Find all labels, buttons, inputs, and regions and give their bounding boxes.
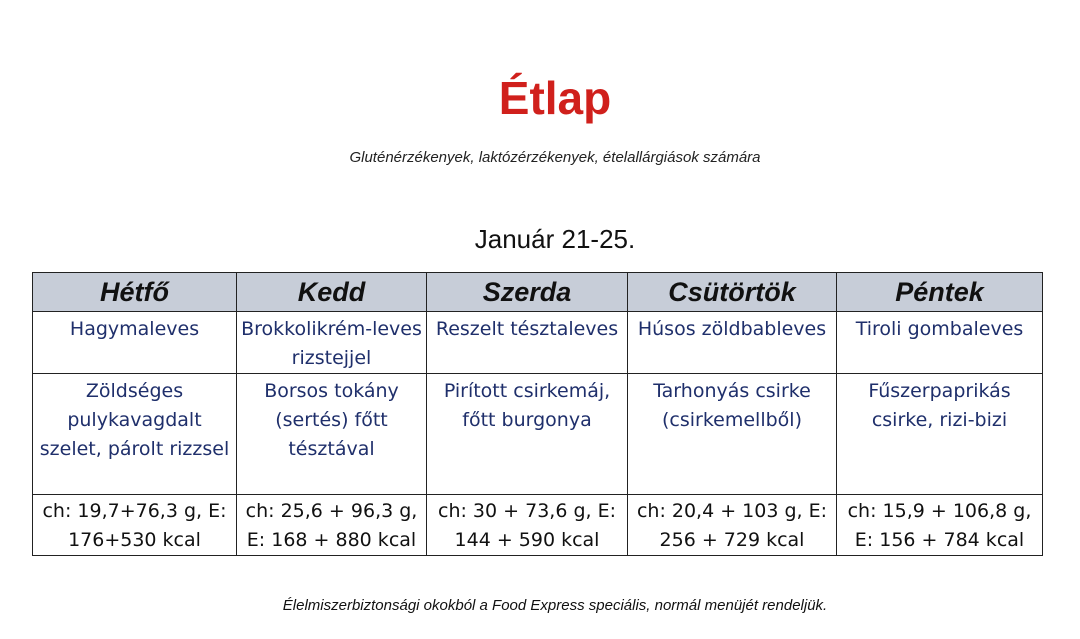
soup-friday: Tiroli gombaleves [837,312,1043,374]
date-range: Január 21-25. [474,224,636,254]
soup-monday: Hagymaleves [33,312,237,374]
main-monday: Zöldséges pulykavagdalt szelet, párolt rizzsel [33,374,237,495]
soup-thursday: Húsos zöldbableves [628,312,837,374]
nutrition-thursday: ch: 20,4 + 103 g, E: 256 + 729 kcal [628,495,837,556]
page-title: Étlap [498,72,612,124]
nutrition-row [33,495,1043,556]
footer-note: Élelmiszerbiztonsági okokból a Food Express speciális, normál menüjét rendeljük. [282,597,828,614]
header-row [33,273,1043,312]
page-subtitle: Gluténérzékenyek, laktózérzékenyek, ételallárgiások számára [349,149,761,166]
day-header-tuesday: Kedd [237,273,427,312]
day-header-thursday: Csütörtök [628,273,837,312]
main-tuesday: Borsos tokány (sertés) főtt tésztával [237,374,427,495]
main-course-row [33,374,1043,495]
day-header-wednesday: Szerda [427,273,628,312]
day-header-monday: Hétfő [33,273,237,312]
soup-row [33,312,1043,374]
soup-tuesday: Brokkolikrém-leves rizstejjel [237,312,427,374]
nutrition-tuesday: ch: 25,6 + 96,3 g, E: 168 + 880 kcal [237,495,427,556]
nutrition-wednesday: ch: 30 + 73,6 g, E: 144 + 590 kcal [427,495,628,556]
main-wednesday: Pirított csirkemáj, főtt burgonya [427,374,628,495]
nutrition-monday: ch: 19,7+76,3 g, E: 176+530 kcal [33,495,237,556]
main-friday: Fűszerpaprikás csirke, rizi-bizi [837,374,1043,495]
nutrition-friday: ch: 15,9 + 106,8 g, E: 156 + 784 kcal [837,495,1043,556]
menu-table [32,272,1043,556]
main-thursday: Tarhonyás csirke (csirkemellből) [628,374,837,495]
day-header-friday: Péntek [837,273,1043,312]
soup-wednesday: Reszelt tésztaleves [427,312,628,374]
